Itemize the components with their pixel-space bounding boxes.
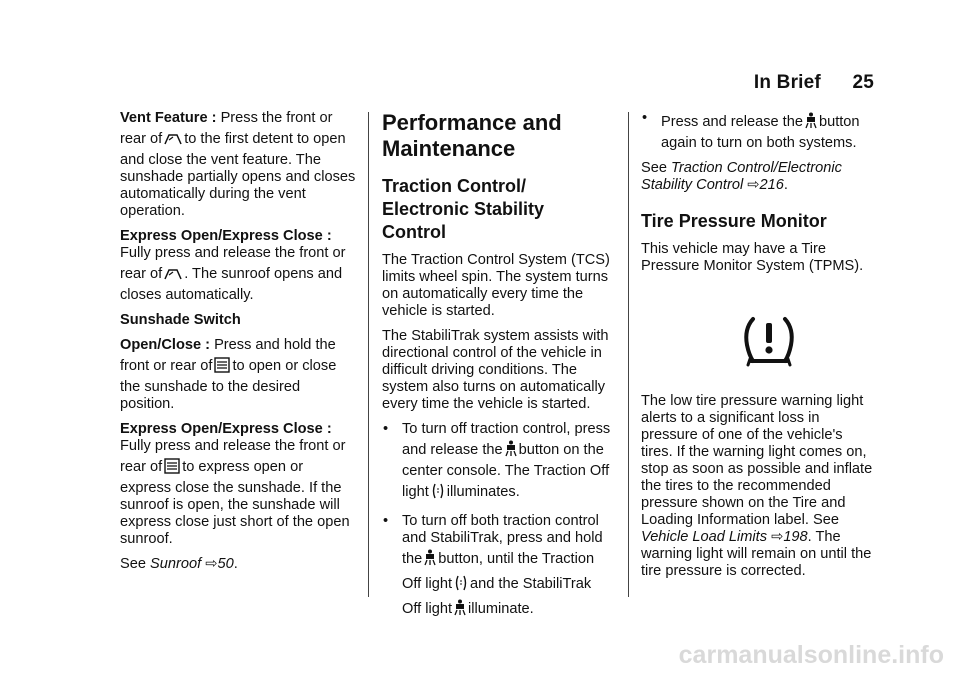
column-traction-control xyxy=(382,110,612,630)
page-number: 25 xyxy=(852,72,874,93)
tire-pressure-heading: Tire Pressure Monitor xyxy=(641,211,827,231)
sunroof-switch-icon xyxy=(164,267,182,281)
tpms-warning-para: The low tire pressure warning light alerts to a significant loss in pressure of one of the vehicle's tires. If the warning light comes on, stop as soon as possible and inflate the tires to the recommended pressure shown on the Tire and Loading Information label. See Vehicle Load Limits ⇨198. The warning light will remain on until the tire pressure is corrected. xyxy=(641,393,873,579)
stabilitrak-off-icon xyxy=(505,440,517,457)
sunroof-switch-icon xyxy=(164,132,182,146)
column-divider-left xyxy=(368,112,369,597)
page-ref-arrow-icon: ⇨ xyxy=(205,556,218,572)
tpms-intro-para: This vehicle may have a Tire Pressure Monitor System (TPMS). xyxy=(641,241,864,274)
column-divider-right xyxy=(628,112,629,597)
tcs-para: The Traction Control System (TCS) limits wheel spin. The system turns on automatically every time the vehicle is started. xyxy=(382,252,610,319)
bullet-turn-off-both: • To turn off both traction control and StabiliTrak, press and hold the button, until the Traction Off light and the StabiliTrak Off light illuminate. xyxy=(383,513,603,617)
tire-pressure-warning-icon xyxy=(741,313,797,367)
bullet-turn-on-both: • Press and release the button again to turn on both systems. xyxy=(642,110,860,151)
express-sunshade-para: Express Open/Express Close : Fully press and release the front or rear of to express open or express close the sunshade. If the sunroof is open, the sunshade will express close just short of the open sunroof. xyxy=(120,421,350,547)
traction-control-heading: Traction Control/ Electronic Stability Control xyxy=(382,176,545,242)
sunshade-switch-heading: Sunshade Switch xyxy=(120,312,241,328)
vehicle-load-limits-link[interactable]: Vehicle Load Limits xyxy=(641,529,768,545)
vent-feature-para: Vent Feature : Press the front or rear of to the first detent to open and close the vent feature. The sunshade partially opens and closes automatically during the vent operation. xyxy=(120,110,356,219)
stabilitrak-para: The StabiliTrak system assists with directional control of the vehicle in difficult driving conditions. The system also turns on automatically every time the vehicle is started. xyxy=(382,328,609,412)
performance-heading: Performance and Maintenance xyxy=(382,110,562,161)
traction-off-light-icon xyxy=(431,483,445,499)
bullet-turn-off-traction: • To turn off traction control, press and release the button on the center console. The Traction Off light illuminates. xyxy=(383,421,611,500)
column-tire-pressure xyxy=(641,110,877,588)
stabilitrak-off-light-icon xyxy=(454,599,466,616)
traction-off-light-icon xyxy=(454,575,468,591)
see-traction-reference: See Traction Control/Electronic Stability Control ⇨216. xyxy=(641,160,842,193)
column-sunroof xyxy=(120,110,358,581)
page-header xyxy=(754,72,874,94)
watermark: carmanualsonline.info xyxy=(678,641,944,669)
sunshade-switch-icon xyxy=(214,357,230,373)
sunshade-switch-icon xyxy=(164,458,180,474)
see-sunroof-reference: See Sunroof ⇨50. xyxy=(120,556,238,572)
stabilitrak-off-icon xyxy=(424,549,436,566)
traction-control-link[interactable]: Traction Control/Electronic Stability Control xyxy=(641,160,842,193)
stabilitrak-off-icon xyxy=(805,112,817,129)
section-title: In Brief xyxy=(753,72,821,93)
open-close-para: Open/Close : Press and hold the front or rear of to open or close the sunshade to the desired position. xyxy=(120,337,337,412)
express-open-close-para: Express Open/Express Close : Fully press and release the front or rear of . The sunroof opens and closes automatically. xyxy=(120,228,346,303)
sunroof-link[interactable]: Sunroof xyxy=(150,556,202,572)
page-ref-arrow-icon: ⇨ xyxy=(747,177,760,193)
page-ref-arrow-icon: ⇨ xyxy=(771,529,784,545)
